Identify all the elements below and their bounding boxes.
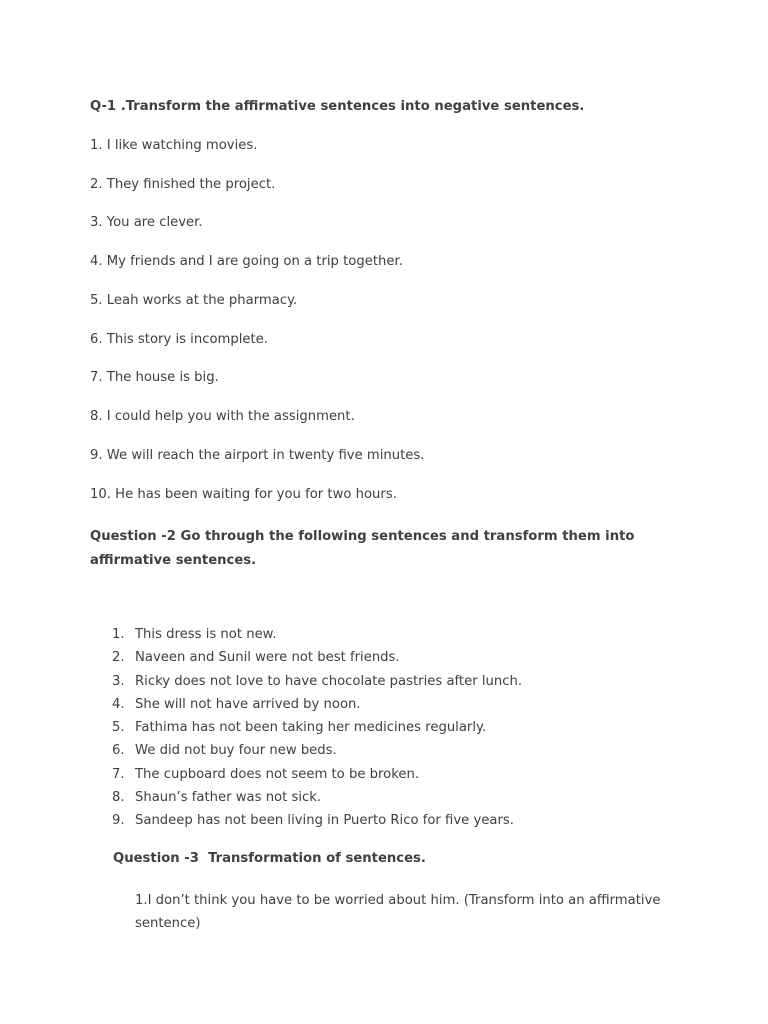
list-item [112,766,522,789]
list-item [112,719,522,742]
list-item-text: Shaun’s father was not sick. [135,790,322,806]
list-item [112,812,522,835]
q1-sentence-4: 4. My friends and I are going on a trip together. [90,254,403,269]
list-item-text: We did not buy four new beds. [135,743,337,759]
list-item-number: 6. [112,743,125,759]
question-2-heading: Question -2 Go through the following sentences and transform them into affirmative sentences. [90,529,635,568]
list-item [112,649,522,672]
list-item [112,742,522,765]
list-item-number: 7. [112,766,125,782]
list-item-text: She will not have arrived by noon. [135,696,361,712]
q1-sentence-6: 6. This story is incomplete. [90,332,268,347]
question-3-sentence: 1.I don’t think you have to be worried about him. (Transform into an affirmative sentence) [135,893,661,931]
list-item-number: 3. [112,673,125,689]
q1-sentence-3: 3. You are clever. [90,215,203,230]
q1-sentence-2: 2. They finished the project. [90,177,276,192]
question-1-heading: Q-1 .Transform the affirmative sentences into negative sentences. [90,99,585,114]
q1-sentence-10: 10. He has been waiting for you for two hours. [90,487,397,502]
q1-sentence-8: 8. I could help you with the assignment. [90,409,355,424]
question-2-list [112,626,522,836]
list-item-number: 9. [112,813,125,829]
q1-sentence-1: 1. I like watching movies. [90,138,258,153]
question-3-heading: Question -3 Transformation of sentences. [113,851,426,866]
list-item-number: 1. [112,627,125,642]
list-item [112,789,522,812]
q1-sentence-9: 9. We will reach the airport in twenty five minutes. [90,448,425,463]
list-item-text: Sandeep has not been living in Puerto Rico for five years. [135,813,514,829]
list-item-number: 8. [112,790,125,806]
q1-sentence-5: 5. Leah works at the pharmacy. [90,293,298,308]
list-item-number: 2. [112,650,125,666]
q1-sentence-7: 7. The house is big. [90,370,219,385]
list-item-text: Fathima has not been taking her medicines regularly. [135,720,487,736]
list-item-text: This dress is not new. [135,627,277,642]
list-item-number: 4. [112,696,125,712]
list-item [112,626,522,649]
list-item-text: The cupboard does not seem to be broken. [135,766,420,782]
list-item [112,673,522,696]
list-item-text: Naveen and Sunil were not best friends. [135,650,400,666]
list-item-number: 5. [112,720,125,736]
list-item-text: Ricky does not love to have chocolate pastries after lunch. [135,673,523,689]
list-item [112,696,522,719]
